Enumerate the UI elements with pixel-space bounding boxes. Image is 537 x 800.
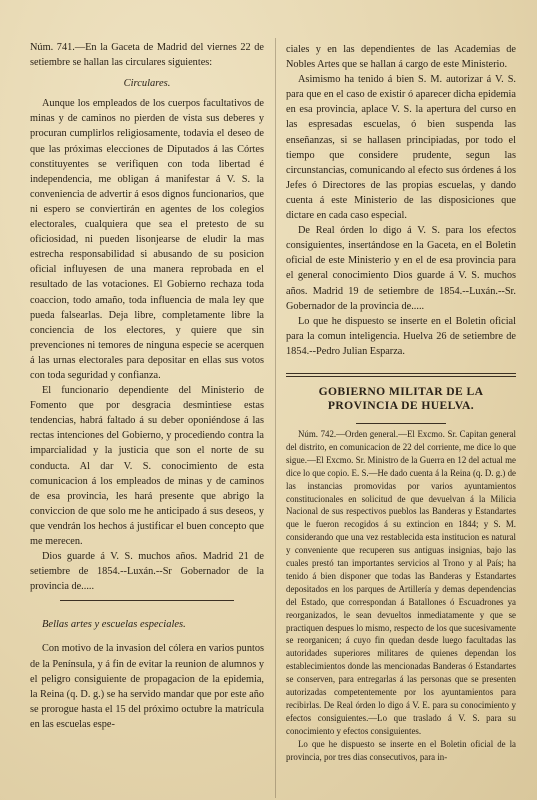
section-title-bellas-artes: Bellas artes y escuelas especiales. [42,619,186,631]
separator-rule-double [286,373,516,374]
column-divider [275,38,276,798]
section-title-circulares: Circulares. [123,78,171,90]
bellas-artes-paragraph: Con motivo de la invasion del cólera en varios puntos de la Península, y á fin de evitar la reunion de alumnos y el peligro consiguiente de propagacion de la epidemia, la Reina (q. D. g.) se ha servido mandar que por este año se prorogue hasta el 15 del próximo octubre la matrícula en las escuelas espe- [30,643,264,730]
final-notice: Lo que he dispuesto se inserte en el Boletin oficial de la provincia, por tres dias consecutivos, para in- [286,738,516,762]
military-order-742: Núm. 742.—Orden general.—El Excmo. Sr. Capitan general del distrito, en comunicacion de 22 del corriente, me dice lo que sigue.—El Excmo. Sr. Ministro de la Guerra en 12 del actual me dice lo que copio. E. S.—He dado cuenta á la Reina (q. D. g.) de las instancias promovidas por varios ayuntamientos constitucionales en solicitud de que devuelvan á la Milicia Nacional de sus respectivos pueblos las Banderas y Estandartes que le fueron recogidos á su extincion en 1844; y S. M. considerando que una vez restablecida esta institucion es natural y conveniente que recuperen sus antiguas insignias, bajo las cuales prestó tan importantes servicios al Trono y al País; ha tenido á bien disponer que todas las Banderas y Estandartes depositados en los parques de Artillería y demas dependencias del Estado, que correspondan á Batallones ó Escuadrones ya reorganizados, le sean devueltos inmediatamente y que se practiquen despues lo mismo, respecto de los que sucesivamente se reorganicen; á cuyo fin quedan desde luego facultadas las autoridades superiores militares de quienes dependan los establecimientos donde las mencionadas Banderas ó Estandartes se conserven, para entregarlas á las personas que se presenten autorizadas competentemente por los ayuntamientos para recibirlas. De Real órden lo digo á V. E. para su conocimiento y efectos consiguientes.—Lo que traslado á V. S. para su conocimiento y efectos consiguientes. [286,428,516,736]
publication-notice: Lo que he dispuesto se inserte en el Boletin oficial para la comun inteligencia. Huelva 26 de setiembre de 1854.--Pedro Julian Esparza. [286,315,516,357]
left-column [30,40,264,732]
continuation-paragraph: ciales y en las dependientes de las Academias de Nobles Artes que se hallan á cargo de este Ministerio. [286,44,516,71]
royal-order-paragraph: De Real órden lo digo á V. S. para los efectos consiguientes, insertándose en la Gaceta, en el Boletin oficial de este Ministerio y en el de esa provincia para el general conocimiento Dios guarde á V. S. muchos años. Madrid 19 de setiembre de 1854.--Luxán.--Sr. Gobernador de la provincia de..... [286,225,516,312]
separator-rule-double-2 [286,376,516,377]
circular-paragraph-2: El funcionario dependiente del Ministerio de Fomento que por desgracia desmintiese estas tendencias, habrá faltado á su deber oponiéndose á las rectas intenciones del Gobierno, y procediendo contra la imparcialidad y la justicia que son el norte de su conducta. Al dar V. S. conocimiento de esta comunicacion á los empleados de minas y de caminos de esa provincia, les hará presente que abrigo la conviccion de que solo me he anticipado á sus deseos, y que vendrán los hechos á justificar el buen concepto que me merecen. [30,385,264,547]
military-order-block [286,428,516,764]
gazette-notice-741: Núm. 741.—En la Gaceta de Madrid del viernes 22 de setiembre se hallan las circulares siguientes: [30,42,264,69]
right-column [286,42,516,764]
circular-signature: Dios guarde á V. S. muchos años. Madrid 21 de setiembre de 1854.--Luxán.--Sr Gobernador de la provincia de..... [30,551,264,593]
authorization-paragraph: Asimismo ha tenido á bien S. M. autorizar á V. S. para que en el caso de existir ó aparecer dicha epidemia en esa provincia, aplace V. S. la apertura del curso en las espresadas escuelas, ó bien suspenda las enseñanzas, si se hallasen principiadas, por todo el tiempo que considere prudente, segun las circunstancias, comunicando al efecto sus órdenes á los Jefes ó Directores de las propias escuelas, y dando cuenta á este Ministerio de las disposiciones que dictare en cada caso especial. [286,74,516,222]
separator-rule [60,600,234,601]
heading-underline [356,423,446,424]
section-heading-gobierno-militar: GOBIERNO MILITAR DE LA PROVINCIA DE HUELVA. [318,384,484,412]
circular-paragraph-1: Aunque los empleados de los cuerpos facultativos de minas y de caminos no pierden de vista sus deberes y procuran cumplirlos religiosamente, todavia el deseo de que las próximas elecciones de Diputados á las Córtes constituyentes se verifiquen con toda libertad é independencia, me obligan á manifestar á V. S. la conveniencia de advertir á esos dignos funcionarios, que ni espero se conviertirán en agentes de los colegios electorales, cualquiera que sea el pretesto de su oficiosidad, ni pueden lisonjearse de eludir la mas estrecha responsabilidad si abusando de su posicion oficial influyesen de una manera reprobada en el resultado de las votaciones. El Gobierno rechaza toda coaccion, todo amaño, toda influencia de mala ley que pueda falsearlas. Deja libre, completamente libre la conciencia de los electores, y quiere que sin prevenciones ni temores de ninguna especie se acerquen á las urnas electorales para depositar en ellas sus votos con toda seguridad y confianza. [30,98,264,381]
